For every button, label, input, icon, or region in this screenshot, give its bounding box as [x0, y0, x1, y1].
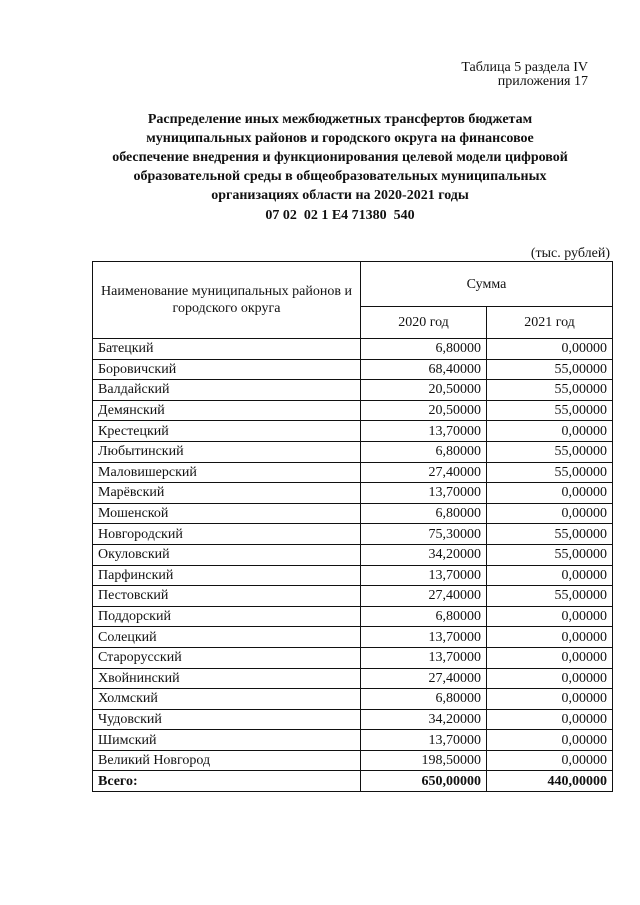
row-name: Пестовский [93, 586, 361, 607]
row-value-2021: 0,00000 [487, 668, 613, 689]
row-name: Холмский [93, 689, 361, 710]
table-row [93, 462, 613, 483]
header-sum: Сумма [361, 262, 613, 307]
table-row [93, 606, 613, 627]
row-value-2021: 0,00000 [487, 627, 613, 648]
row-name: Марёвский [93, 483, 361, 504]
row-name: Мошенской [93, 503, 361, 524]
table-row [93, 668, 613, 689]
row-value-2020: 27,40000 [361, 668, 487, 689]
table-row [93, 627, 613, 648]
row-value-2020: 34,20000 [361, 544, 487, 565]
table-row [93, 441, 613, 462]
row-value-2020: 13,70000 [361, 730, 487, 751]
unit-label: (тыс. рублей) [530, 246, 610, 261]
row-name: Демянский [93, 400, 361, 421]
row-value-2021: 0,00000 [487, 565, 613, 586]
row-value-2020: 13,70000 [361, 421, 487, 442]
row-value-2020: 13,70000 [361, 627, 487, 648]
header-name: Наименование муниципальных районов и городского округа [93, 262, 361, 339]
row-value-2020: 6,80000 [361, 339, 487, 360]
row-value-2021: 55,00000 [487, 359, 613, 380]
table-row [93, 586, 613, 607]
row-value-2021: 0,00000 [487, 606, 613, 627]
row-name: Хвойнинский [93, 668, 361, 689]
row-name: Окуловский [93, 544, 361, 565]
row-name: Великий Новгород [93, 750, 361, 771]
row-value-2020: 13,70000 [361, 483, 487, 504]
table-row [93, 339, 613, 360]
row-value-2020: 20,50000 [361, 380, 487, 401]
table-body [93, 339, 613, 792]
table-row [93, 524, 613, 545]
row-value-2021: 0,00000 [487, 483, 613, 504]
row-value-2021: 0,00000 [487, 503, 613, 524]
row-value-2021: 0,00000 [487, 730, 613, 751]
table-row [93, 544, 613, 565]
row-value-2020: 34,20000 [361, 709, 487, 730]
row-name: Чудовский [93, 709, 361, 730]
budget-code: 07 02 02 1 E4 71380 540 [265, 208, 415, 223]
table-reference [461, 61, 588, 89]
row-value-2020: 27,40000 [361, 586, 487, 607]
total-label: Всего: [93, 771, 361, 792]
reference-line-2: приложения 17 [497, 74, 588, 89]
row-value-2021: 55,00000 [487, 524, 613, 545]
table-row [93, 730, 613, 751]
row-value-2021: 0,00000 [487, 709, 613, 730]
row-name: Маловишерский [93, 462, 361, 483]
table-row [93, 503, 613, 524]
row-value-2020: 6,80000 [361, 441, 487, 462]
header-2020: 2020 год [361, 307, 487, 339]
row-value-2021: 55,00000 [487, 400, 613, 421]
row-name: Старорусский [93, 647, 361, 668]
row-value-2020: 13,70000 [361, 647, 487, 668]
row-value-2020: 27,40000 [361, 462, 487, 483]
row-value-2020: 6,80000 [361, 606, 487, 627]
table-row [93, 689, 613, 710]
row-value-2020: 6,80000 [361, 503, 487, 524]
row-value-2021: 0,00000 [487, 750, 613, 771]
row-value-2021: 0,00000 [487, 689, 613, 710]
row-value-2021: 55,00000 [487, 462, 613, 483]
document-title: Распределение иных межбюджетных трансфертов бюджетам муниципальных районов и городского округа на финансовое обеспечение внедрения и функционирования целевой модели цифровой образовательной среды в общеобразовательных муниципальных организациях области на 2020-2021 годы [112, 112, 568, 203]
row-name: Солецкий [93, 627, 361, 648]
row-name: Любытинский [93, 441, 361, 462]
table-row [93, 483, 613, 504]
table-row [93, 380, 613, 401]
row-value-2020: 13,70000 [361, 565, 487, 586]
row-value-2021: 55,00000 [487, 380, 613, 401]
table-row [93, 750, 613, 771]
row-name: Парфинский [93, 565, 361, 586]
reference-line-1: Таблица 5 раздела IV [461, 60, 588, 75]
row-value-2021: 0,00000 [487, 421, 613, 442]
row-value-2020: 198,50000 [361, 750, 487, 771]
table-row [93, 400, 613, 421]
total-2021: 440,00000 [487, 771, 613, 792]
row-value-2021: 55,00000 [487, 544, 613, 565]
row-value-2020: 68,40000 [361, 359, 487, 380]
row-value-2021: 55,00000 [487, 441, 613, 462]
row-value-2021: 55,00000 [487, 586, 613, 607]
row-value-2020: 20,50000 [361, 400, 487, 421]
row-name: Боровичский [93, 359, 361, 380]
total-2020: 650,00000 [361, 771, 487, 792]
header-2021: 2021 год [487, 307, 613, 339]
row-value-2020: 6,80000 [361, 689, 487, 710]
row-name: Батецкий [93, 339, 361, 360]
transfers-table [92, 261, 613, 792]
table-row [93, 709, 613, 730]
row-value-2021: 0,00000 [487, 339, 613, 360]
row-name: Новгородский [93, 524, 361, 545]
row-value-2021: 0,00000 [487, 647, 613, 668]
row-name: Валдайский [93, 380, 361, 401]
table-row [93, 647, 613, 668]
total-row [93, 771, 613, 792]
row-value-2020: 75,30000 [361, 524, 487, 545]
table-row [93, 421, 613, 442]
table-row [93, 359, 613, 380]
row-name: Крестецкий [93, 421, 361, 442]
row-name: Поддорский [93, 606, 361, 627]
row-name: Шимский [93, 730, 361, 751]
table-row [93, 565, 613, 586]
